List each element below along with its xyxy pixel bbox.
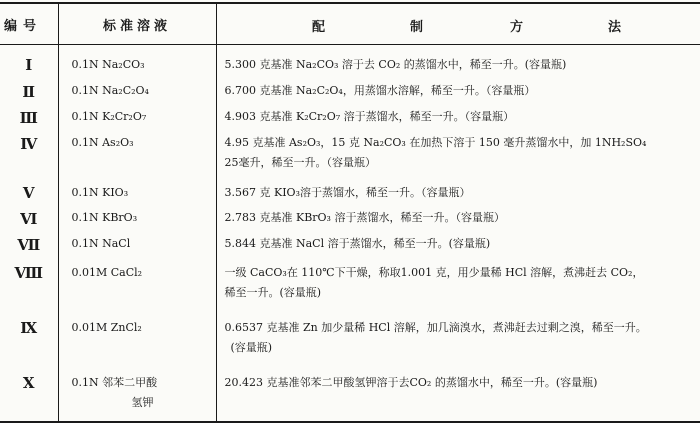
row-number: Ⅱ — [0, 81, 58, 107]
row-number: Ⅴ — [0, 179, 58, 208]
preparation-method — [216, 260, 700, 310]
solution-name: 0.1N Na₂CO₃ — [58, 45, 216, 82]
method-line: 25毫升，稀至一升。（容量瓶） — [225, 153, 700, 173]
solution-name: 0.1N Na₂C₂O₄ — [58, 81, 216, 107]
row-number: Ⅷ — [0, 260, 58, 310]
preparation-method: 5.844 克基准 NaCl 溶于蒸馏水，稀至一升。(容量瓶) — [216, 234, 700, 260]
table-row — [0, 133, 700, 179]
solution-name: 0.1N KBrO₃ — [58, 208, 216, 234]
table-row — [0, 234, 700, 260]
row-number: Ⅹ — [0, 363, 58, 422]
preparation-method: 4.903 克基准 K₂Cr₂O₇ 溶于蒸馏水，稀至一升。（容量瓶） — [216, 107, 700, 133]
header-standard-solution: 标准溶液 — [58, 3, 216, 45]
table-row — [0, 363, 700, 422]
table-row — [0, 45, 700, 82]
preparation-method — [216, 133, 700, 179]
table-row — [0, 260, 700, 310]
preparation-method: 2.783 克基准 KBrO₃ 溶于蒸馏水，稀至一升。（容量瓶） — [216, 208, 700, 234]
preparation-method — [216, 310, 700, 363]
header-method-char-4: 法 — [608, 16, 621, 35]
solution-name: 0.1N K₂Cr₂O₇ — [58, 107, 216, 133]
table-row — [0, 208, 700, 234]
header-preparation-method — [216, 3, 700, 45]
row-number: Ⅵ — [0, 208, 58, 234]
solution-name: 0.01M ZnCl₂ — [58, 310, 216, 363]
method-line: 4.95 克基准 As₂O₃，15 克 Na₂CO₃ 在加热下溶于 150 毫升蒸馏水中，加 1NH₂SO₄ — [225, 133, 700, 153]
method-line: 一级 CaCO₃在 110℃下干燥，称取1.001 克，用少量稀 HCl 溶解，煮沸赶去 CO₂， — [225, 263, 700, 283]
solution-name: 0.1N NaCl — [58, 234, 216, 260]
header-number: 编号 — [0, 3, 58, 45]
method-line: (容量瓶) — [225, 338, 700, 358]
table-header-row — [0, 3, 700, 45]
header-method-char-1: 配 — [312, 16, 325, 35]
solution-name: 0.1N As₂O₃ — [58, 133, 216, 179]
table-row — [0, 179, 700, 208]
method-line: 稀至一升。(容量瓶) — [225, 283, 700, 303]
method-line: 0.6537 克基准 Zn 加少量稀 HCl 溶解，加几滴溴水，煮沸赶去过剩之溴，稀至一升。 — [225, 318, 700, 338]
table-row — [0, 310, 700, 363]
preparation-method: 20.423 克基准邻苯二甲酸氢钾溶于去CO₂ 的蒸馏水中，稀至一升。(容量瓶) — [216, 363, 700, 422]
table-row — [0, 81, 700, 107]
table-row — [0, 107, 700, 133]
solution-name-line: 0.1N 邻苯二甲酸 — [72, 373, 216, 393]
row-number: Ⅰ — [0, 45, 58, 82]
preparation-method: 6.700 克基准 Na₂C₂O₄，用蒸馏水溶解，稀至一升。（容量瓶） — [216, 81, 700, 107]
preparation-method: 5.300 克基准 Na₂CO₃ 溶于去 CO₂ 的蒸馏水中，稀至一升。(容量瓶) — [216, 45, 700, 82]
header-method-char-3: 方 — [510, 16, 523, 35]
solution-name — [58, 363, 216, 422]
header-method-char-2: 制 — [410, 16, 423, 35]
preparation-method: 3.567 克 KIO₃溶于蒸馏水，稀至一升。（容量瓶） — [216, 179, 700, 208]
solution-name-line: 氢钾 — [72, 393, 216, 413]
solution-name: 0.01M CaCl₂ — [58, 260, 216, 310]
row-number: Ⅳ — [0, 133, 58, 179]
row-number: Ⅶ — [0, 234, 58, 260]
standard-solution-table — [0, 2, 700, 423]
row-number: Ⅸ — [0, 310, 58, 363]
solution-name: 0.1N KIO₃ — [58, 179, 216, 208]
row-number: Ⅲ — [0, 107, 58, 133]
